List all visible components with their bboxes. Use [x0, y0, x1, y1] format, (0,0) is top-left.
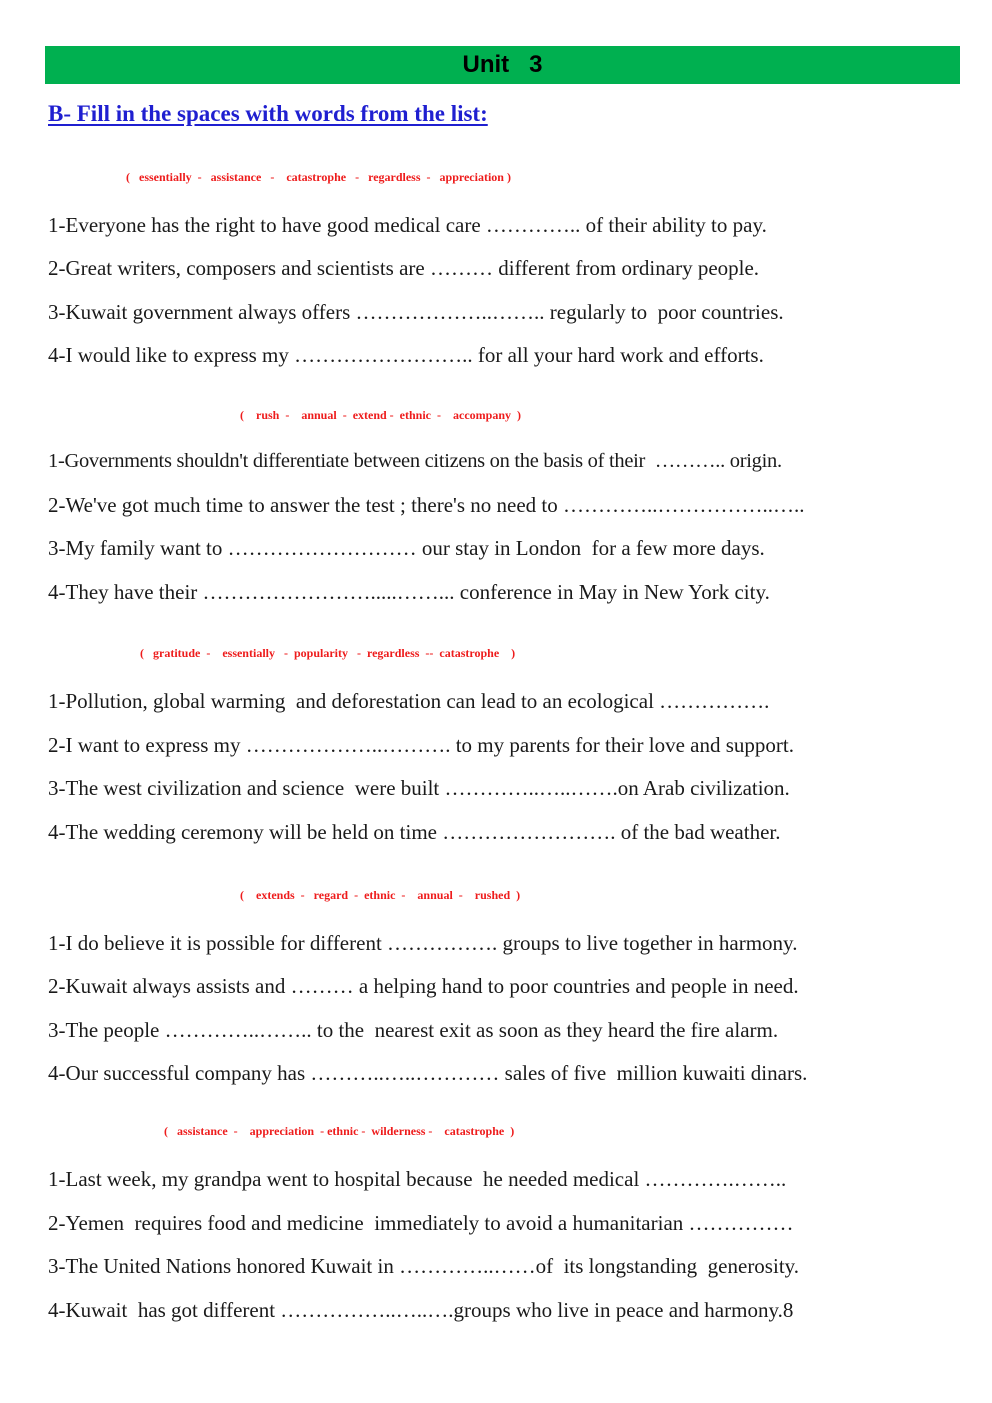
section-1-sentence-4: 4-I would like to express my …………………….. for all your hard work and efforts. — [48, 343, 764, 367]
word-list-2: ( rush - annual - extend - ethnic - accompany ) — [240, 408, 521, 422]
section-1-sentence-2: 2-Great writers, composers and scientists are ……… different from ordinary people. — [48, 256, 760, 280]
section-4-sentence-3: 3-The people …………..…….. to the nearest exit as soon as they heard the fire alarm. — [48, 1018, 779, 1042]
section-4-sentence-2: 2-Kuwait always assists and ……… a helping hand to poor countries and people in need. — [48, 974, 799, 998]
word-list-5: ( assistance - appreciation - ethnic - wilderness - catastrophe ) — [164, 1124, 515, 1138]
word-list-4: ( extends - regard - ethnic - annual - rushed ) — [240, 888, 521, 902]
unit-title: Unit 3 — [462, 51, 543, 78]
section-2-sentence-1: 1-Governments shouldn't differentiate between citizens on the basis of their ……….. origin. — [48, 450, 782, 472]
unit-header-bar — [45, 46, 960, 84]
section-3-sentence-2: 2-I want to express my ………………..………. to my parents for their love and support. — [48, 733, 794, 757]
section-1-sentence-3: 3-Kuwait government always offers ………………..…….. regularly to poor countries. — [48, 300, 784, 324]
section-2-sentence-4: 4-They have their …………………….....……... conference in May in New York city. — [48, 580, 770, 604]
section-2-sentence-2: 2-We've got much time to answer the test ; there's no need to …………..……………..….. — [48, 493, 805, 517]
word-list-1: ( essentially - assistance - catastrophe - regardless - appreciation ) — [126, 170, 511, 184]
section-4-sentence-1: 1-I do believe it is possible for different ……………. groups to live together in harmony. — [48, 931, 798, 955]
section-4-sentence-4: 4-Our successful company has ………..…..………… sales of five million kuwaiti dinars. — [48, 1061, 808, 1085]
section-3-sentence-1: 1-Pollution, global warming and deforestation can lead to an ecological ……………. — [48, 689, 770, 713]
section-5-sentence-2: 2-Yemen requires food and medicine immediately to avoid a humanitarian …………… — [48, 1211, 794, 1235]
section-5-sentence-3: 3-The United Nations honored Kuwait in …………..……of its longstanding generosity. — [48, 1254, 800, 1278]
section-2-sentence-3: 3-My family want to ……………………… our stay in London for a few more days. — [48, 536, 765, 560]
section-5-sentence-4: 4-Kuwait has got different ……………..…..….groups who live in peace and harmony.8 — [48, 1298, 794, 1322]
section-5-sentence-1: 1-Last week, my grandpa went to hospital because he needed medical ………….…….. — [48, 1167, 787, 1191]
section-1-sentence-1: 1-Everyone has the right to have good medical care ………….. of their ability to pay. — [48, 213, 767, 237]
section-3-sentence-4: 4-The wedding ceremony will be held on time ……………………. of the bad weather. — [48, 820, 781, 844]
section-3-sentence-3: 3-The west civilization and science were built …………..…..…….on Arab civilization. — [48, 776, 790, 800]
exercise-instruction: B- Fill in the spaces with words from the list: — [48, 101, 488, 126]
word-list-3: ( gratitude - essentially - popularity - regardless -- catastrophe ) — [140, 646, 516, 660]
